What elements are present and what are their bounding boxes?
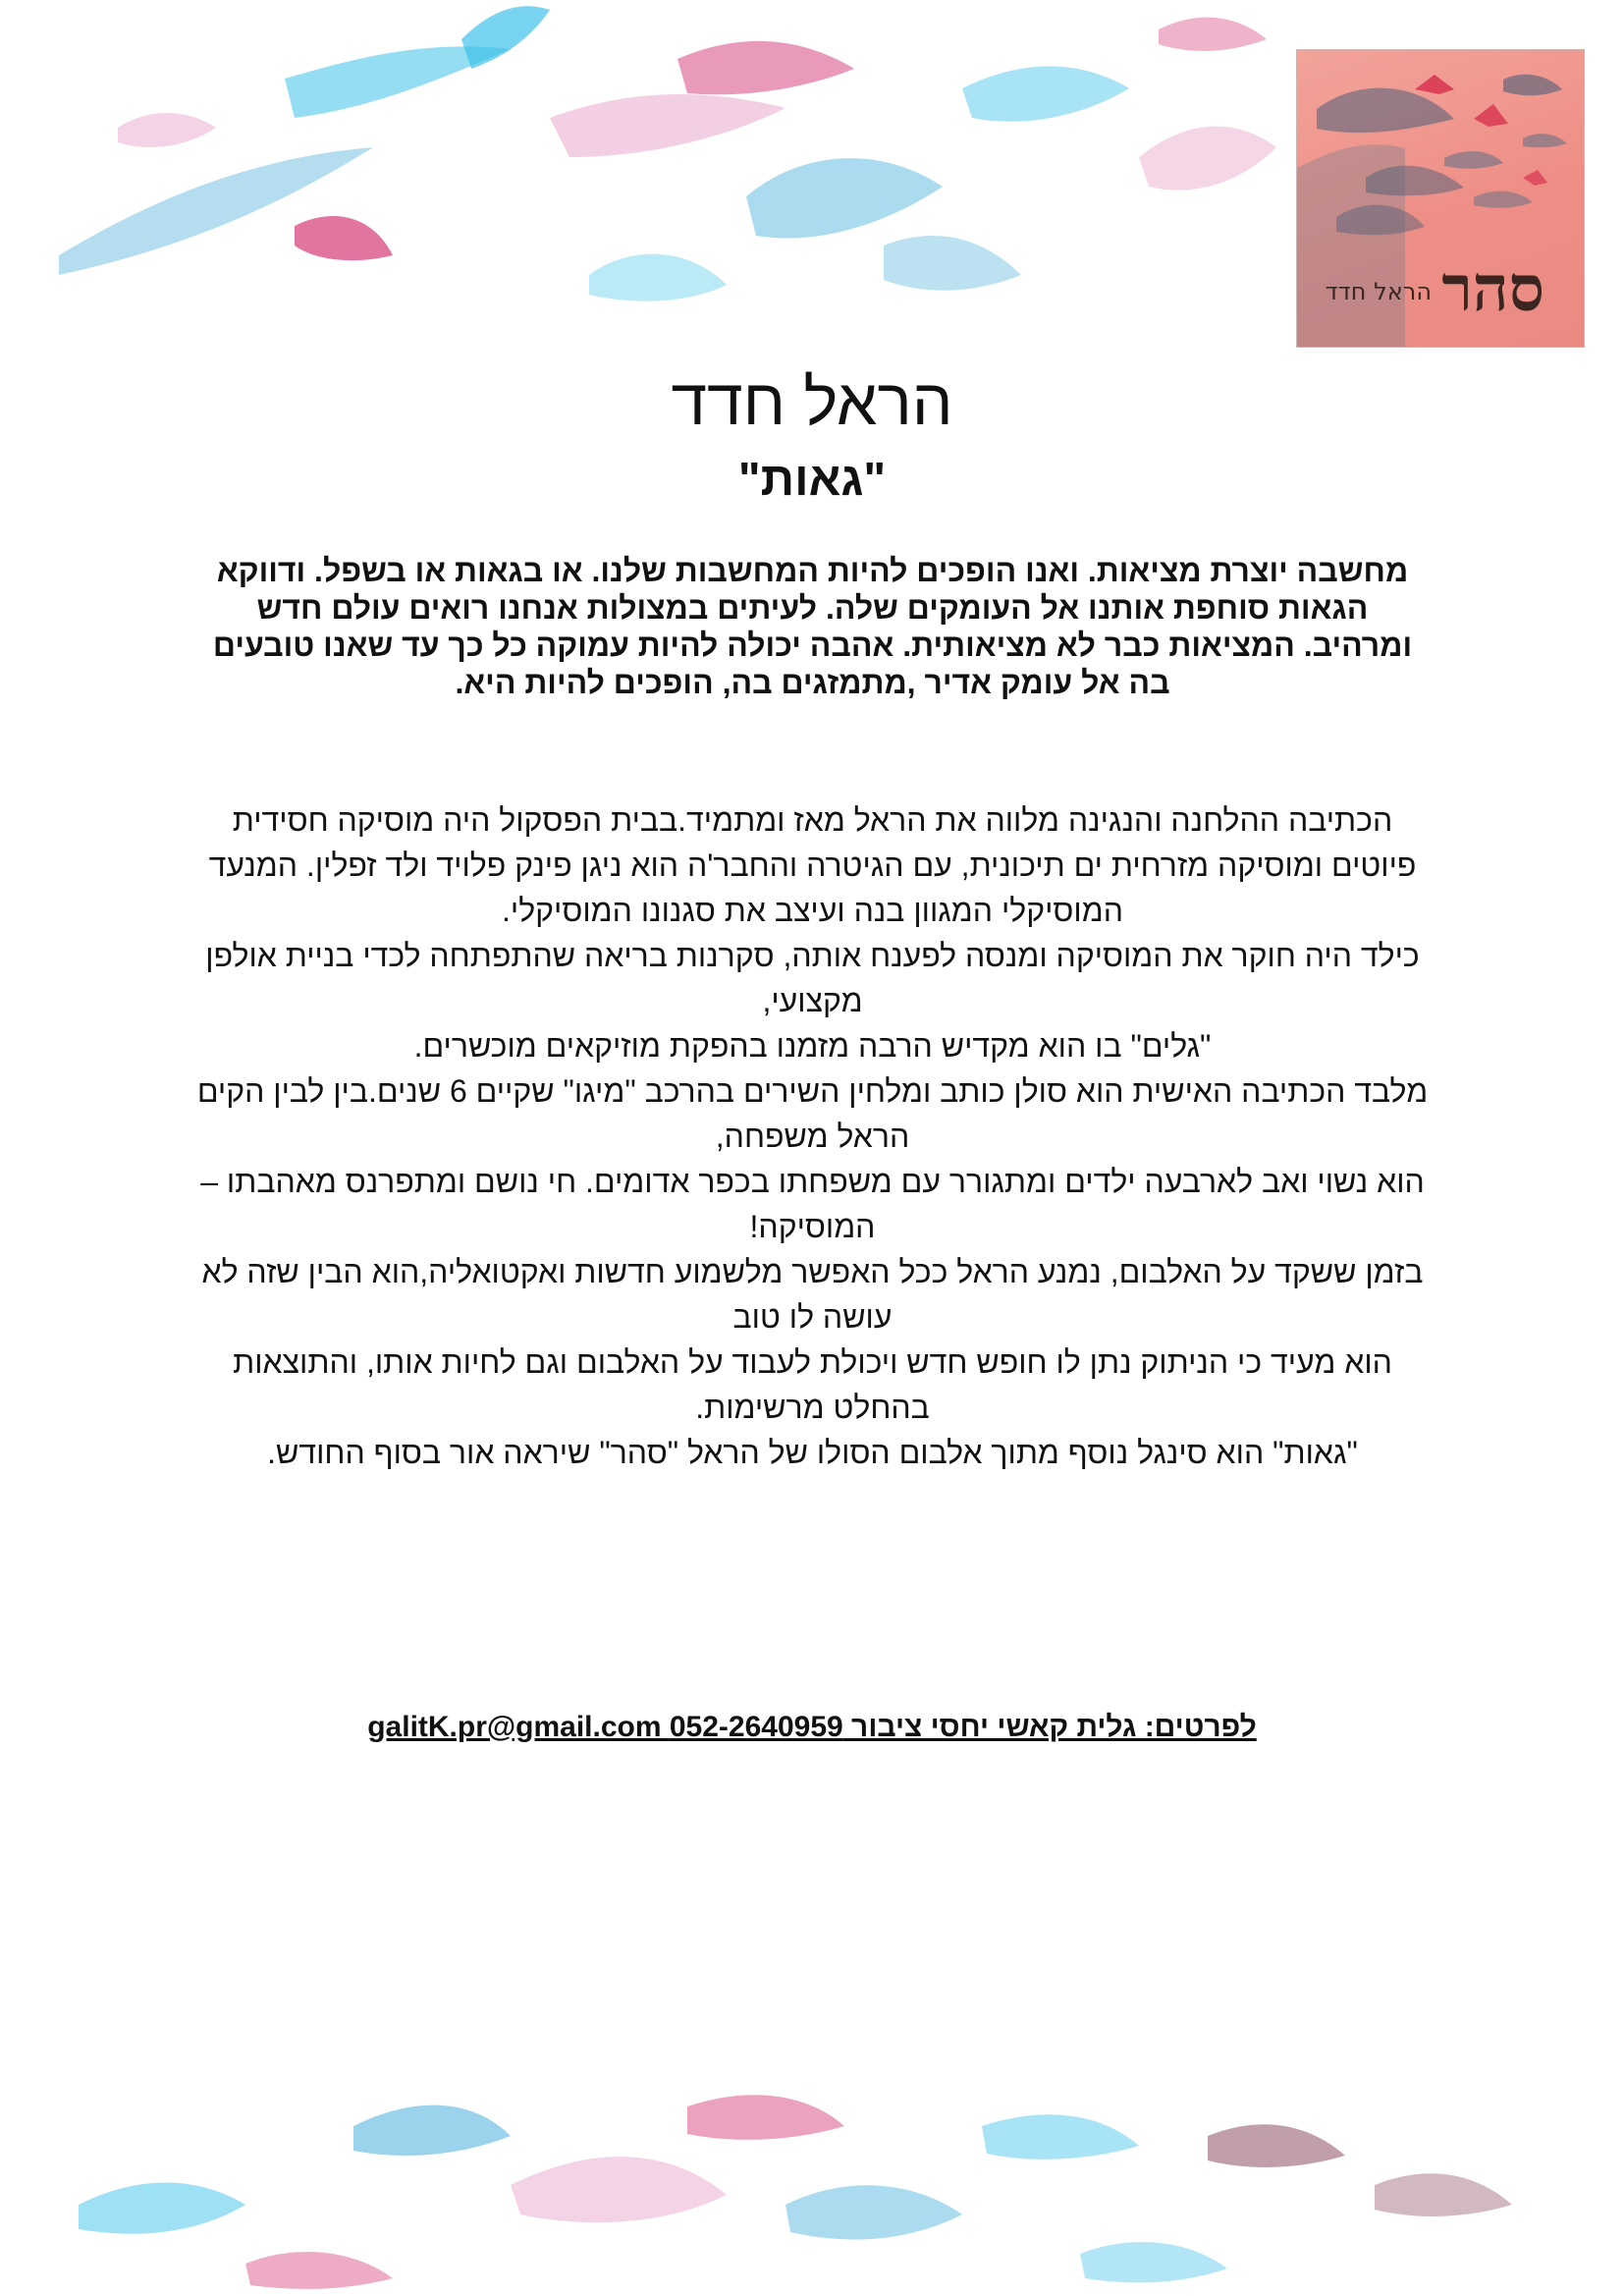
watercolor-birds-illustration xyxy=(0,2067,1624,2296)
album-cover-image xyxy=(1296,49,1585,348)
bottom-decorative-banner xyxy=(0,2067,1624,2296)
body-paragraph: מלבד הכתיבה האישית הוא סולן כותב ומלחין השירים בהרכב "מיגו" שקיים 6 שנים.בין לבין הקים הראל משפחה, xyxy=(196,1073,1429,1154)
page-subtitle: "גאות" xyxy=(737,454,887,506)
body-paragraph: הוא מעיד כי הניתוק נתן לו חופש חדש ויכולת לעבוד על האלבום וגם לחיות אותו, והתוצאות בהחלט מרשימות. xyxy=(233,1344,1392,1425)
page-title: הראל חדד xyxy=(671,365,953,438)
album-cover-artist: הראל חדד xyxy=(1325,278,1432,305)
body-paragraph: כילד היה חוקר את המוסיקה ומנסה לפענח אותה, סקרנות בריאה שהתפתחה לכדי בניית אולפן מקצועי, xyxy=(205,938,1420,1018)
body-paragraph: "גאות" הוא סינגל נוסף מתוך אלבום הסולו של הראל "סהר" שיראה אור בסוף החודש. xyxy=(267,1435,1358,1470)
body-paragraph: בזמן ששקד על האלבום, נמנע הראל ככל האפשר מלשמוע חדשות ואקטואליה,הוא הבין שזה לא עושה לו טוב xyxy=(201,1254,1424,1335)
album-cover-title: סהר xyxy=(1441,252,1544,326)
body-text xyxy=(196,797,1429,1475)
body-paragraph: הוא נשוי ואב לארבעה ילדים ומתגורר עם משפחתו בכפר אדומים. חי נושם ומתפרנס מאהבתו – המוסיקה! xyxy=(200,1164,1425,1244)
intro-paragraph: מחשבה יוצרת מציאות. ואנו הופכים להיות המחשבות שלנו. או בגאות או בשפל. ודווקא הגאות סוחפת אותנו אל העומקים שלה. לעיתים במצולות אנחנו רואים עולם חדש ומרהיב. המציאות כבר לא מציאותית. אהבה יכולה להיות עמוקה כל כך עד שאנו טובעים בה אל עומק אדיר ,מתמזגים בה, הופכים להיות היא. xyxy=(212,553,1413,700)
contact-details[interactable]: לפרטים: גלית קאשי יחסי ציבור 052-2640959 galitK.pr@gmail.com xyxy=(367,1711,1257,1743)
body-paragraph: "גלים" בו הוא מקדיש הרבה מזמנו בהפקת מוזיקאים מוכשרים. xyxy=(413,1028,1212,1064)
body-paragraph: הכתיבה ההלחנה והנגינה מלווה את הראל מאז ומתמיד.בבית הפסקול היה מוסיקה חסידית פיוטים ומוסיקה מזרחית ים תיכונית, עם הגיטרה והחבר'ה הוא ניגן פינק פלויד ולד זפלין. המנעד המוסיקלי המגוון בנה ועיצב את סגנונו המוסיקלי. xyxy=(208,802,1417,928)
